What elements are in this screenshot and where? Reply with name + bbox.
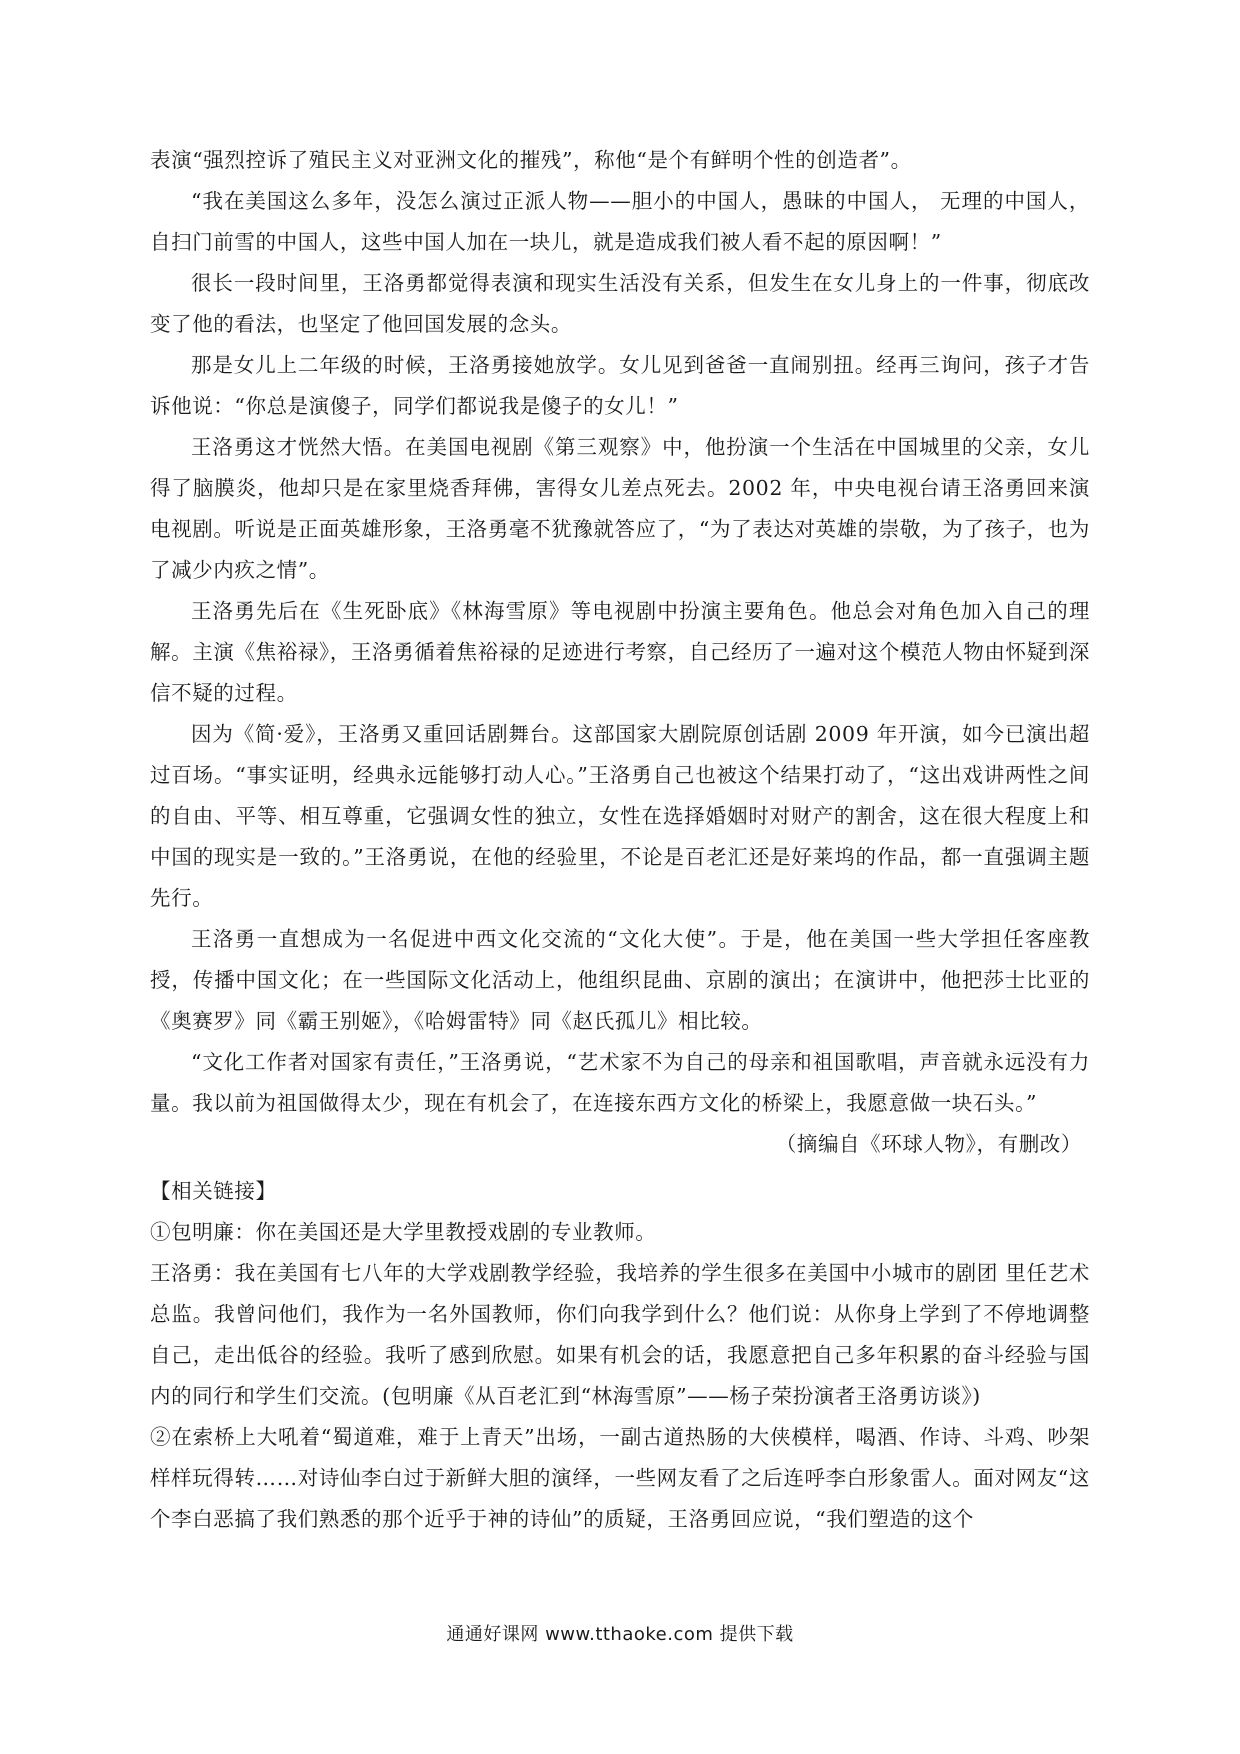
- page-footer: 通通好课网 www.tthaoke.com 提供下载: [446, 1624, 794, 1645]
- related-link-1: ①包明廉：你在美国还是大学里教授戏剧的专业教师。: [150, 1220, 657, 1244]
- article-paragraph-3: 很长一段时间里，王洛勇都觉得表演和现实生活没有关系，但发生在女儿身上的一件事，彻底改变了他的看法，也坚定了他回国发展的念头。: [150, 271, 1090, 336]
- article-paragraph-5: 王洛勇这才恍然大悟。在美国电视剧《第三观察》中，他扮演一个生活在中国城里的父亲，女儿得了脑膜炎，他却只是在家里烧香拜佛，害得女儿差点死去。2002 年，中央电视台请王洛勇回来演电视剧。听说是正面英雄形象，王洛勇毫不犹豫就答应了，“为了表达对英雄的崇敬，为了孩子，也为了减少内疚之情”。: [150, 435, 1090, 582]
- source-citation: （摘编自《环球人物》，有删改）: [775, 1132, 1082, 1156]
- article-paragraph-8: 王洛勇一直想成为一名促进中西文化交流的“文化大使”。于是，他在美国一些大学担任客座教授，传播中国文化；在一些国际文化活动上，他组织昆曲、京剧的演出；在演讲中，他把莎士比亚的《奥赛罗》同《霸王别姬》，《哈姆雷特》同《赵氏孤儿》相比较。: [150, 927, 1090, 1033]
- article-paragraph-6: 王洛勇先后在《生死卧底》《林海雪原》等电视剧中扮演主要角色。他总会对角色加入自己的理解。主演《焦裕禄》，王洛勇循着焦裕禄的足迹进行考察，自己经历了一遍对这个模范人物由怀疑到深信不疑的过程。: [150, 599, 1090, 705]
- related-link-1-answer: 王洛勇：我在美国有七八年的大学戏剧教学经验，我培养的学生很多在美国中小城市的剧团 里任艺术总监。我曾问他们，我作为一名外国教师，你们向我学到什么？他们说：从你身上学到了不停地调整自己，走出低谷的经验。我听了感到欣慰。如果有机会的话，我愿意把自己多年积累的奋斗经验与国内的同行和学生们交流。(包明廉《从百老汇到“林海雪原”——杨子荣扮演者王洛勇访谈》): [150, 1261, 1090, 1408]
- related-links-heading: 【相关链接】: [150, 1179, 277, 1203]
- article-paragraph-4: 那是女儿上二年级的时候，王洛勇接她放学。女儿见到爸爸一直闹别扭。经再三询问，孩子才告诉他说：“你总是演傻子，同学们都说我是傻子的女儿！”: [150, 353, 1090, 418]
- article-paragraph-1: 表演“强烈控诉了殖民主义对亚洲文化的摧残”，称他“是个有鲜明个性的创造者”。: [150, 148, 912, 172]
- article-paragraph-7: 因为《简·爱》，王洛勇又重回话剧舞台。这部国家大剧院原创话剧 2009 年开演，如今已演出超过百场。“事实证明，经典永远能够打动人心。”王洛勇自己也被这个结果打动了，“这出戏讲两性之间的自由、平等、相互尊重，它强调女性的独立，女性在选择婚姻时对财产的割舍，这在很大程度上和中国的现实是一致的。”王洛勇说，在他的经验里，不论是百老汇还是好莱坞的作品，都一直强调主题先行。: [150, 722, 1090, 910]
- article-paragraph-2: “我在美国这么多年，没怎么演过正派人物——胆小的中国人，愚昧的中国人， 无理的中国人，自扫门前雪的中国人，这些中国人加在一块儿，就是造成我们被人看不起的原因啊！”: [150, 189, 1090, 254]
- related-link-2: ②在索桥上大吼着“蜀道难，难于上青天”出场，一副古道热肠的大侠模样，喝酒、作诗、斗鸡、吵架样样玩得转……对诗仙李白过于新鲜大胆的演绎，一些网友看了之后连呼李白形象雷人。面对网友“这个李白恶搞了我们熟悉的那个近乎于神的诗仙”的质疑，王洛勇回应说，“我们塑造的这个: [150, 1425, 1090, 1531]
- page-body: [150, 140, 1090, 1540]
- article-paragraph-9: “文化工作者对国家有责任，”王洛勇说，“艺术家不为自己的母亲和祖国歌唱，声音就永远没有力量。我以前为祖国做得太少，现在有机会了，在连接东西方文化的桥梁上，我愿意做一块石头。”: [150, 1050, 1090, 1115]
